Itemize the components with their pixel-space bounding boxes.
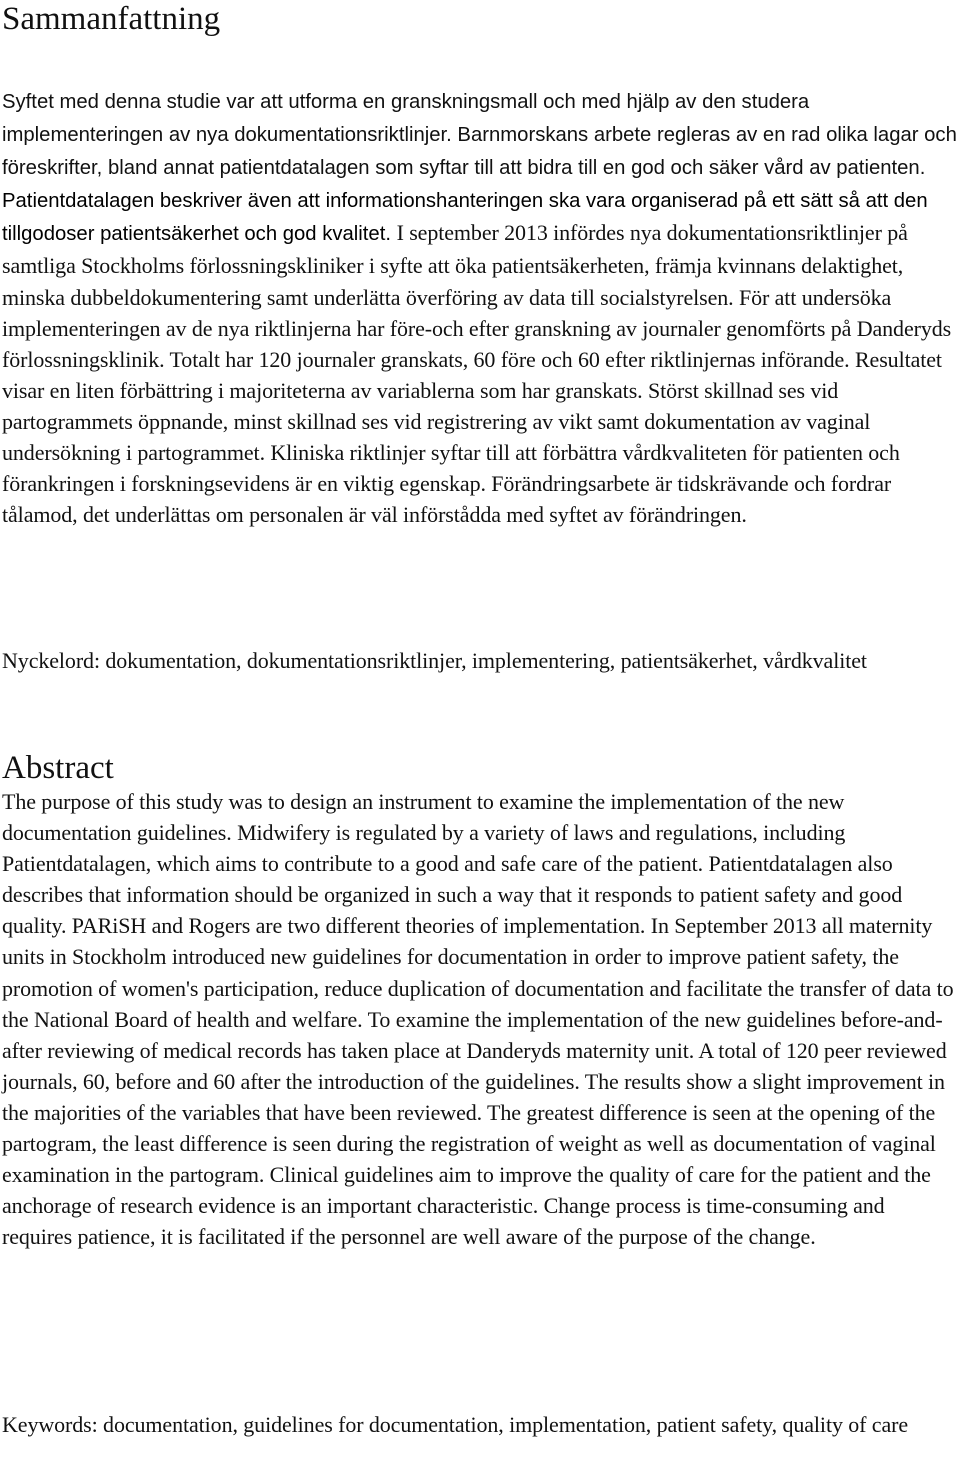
summary-body — [2, 85, 958, 530]
summary-body-part-1: Syftet med denna studie var att utforma en granskningsmall och med hjälp av den studera implementeringen av nya dokumentationsriktlinjer. Barnmorskans arbete regleras av en rad olika lagar och föreskrifter, bland annat patientdatalagen som syftar till att bidra till en god och säker vård av patienten. — [2, 91, 957, 180]
abstract-heading: Abstract — [2, 750, 114, 786]
summary-body-part-3: I september 2013 infördes nya dokumentationsriktlinjer på samtliga Stockholms förlossningskliniker i syfte att öka patientsäkerheten, främja kvinnans delaktighet, minska dubbeldokumentering samt underlätta överföring av data till socialstyrelsen. För att undersöka implementeringen av de nya riktlinjerna har före-och efter granskning av journaler genomförts på Danderyds förlossningsklinik. Totalt har 120 journaler granskats, 60 före och 60 efter riktlinjernas införande. Resultatet visar en liten förbättring i majoriteterna av variablerna som har granskats. Störst skillnad ses vid partogrammets öppnande, minst skillnad ses vid registrering av vikt samt dokumentation av vaginal undersökning i partogrammet. Kliniska riktlinjer syftar till att förbättra vårdkvaliteten för patienten och förankringen i forskningsevidens är en viktig egenskap. Förändringsarbete är tidskrävande och fordrar tålamod, det underlättas om personalen är väl införstådda med syftet av förändringen. — [2, 220, 952, 528]
summary-keywords: Nyckelord: dokumentation, dokumentationsriktlinjer, implementering, patientsäkerhet, vårdkvalitet — [2, 648, 867, 673]
abstract-body: The purpose of this study was to design an instrument to examine the implementation of the new documentation guidelines. Midwifery is regulated by a variety of laws and regulations, including Patientdatalagen, which aims to contribute to a good and safe care of the patient. Patientdatalagen also describes that information should be organized in such a way that it responds to patient safety and good quality. PARiSH and Rogers are two different theories of implementation. In September 2013 all maternity units in Stockholm introduced new guidelines for documentation in order to improve patient safety, the promotion of women's participation, reduce duplication of documentation and facilitate the transfer of data to the National Board of health and welfare. To examine the implementation of the new guidelines before-and-after reviewing of medical records has taken place at Danderyds maternity unit. A total of 120 peer reviewed journals, 60, before and 60 after the introduction of the guidelines. The results show a slight improvement in the majorities of the variables that have been reviewed. The greatest difference is seen at the opening of the partogram, the least difference is seen during the registration of weight as well as documentation of vaginal examination in the partogram. Clinical guidelines aim to improve the quality of care for the patient and the anchorage of research evidence is an important characteristic. Change process is time-consuming and requires patience, it is facilitated if the personnel are well aware of the purpose of the change. — [2, 789, 954, 1250]
summary-body-part-2: Patientdatalagen beskriver även att informationshanteringen ska vara organiserad på ett sätt så att den tillgodoser patientsäkerhet och god kvalitet. — [2, 190, 928, 246]
summary-heading: Sammanfattning — [2, 1, 221, 37]
abstract-keywords: Keywords: documentation, guidelines for documentation, implementation, patient safety, quality of care — [2, 1412, 909, 1437]
